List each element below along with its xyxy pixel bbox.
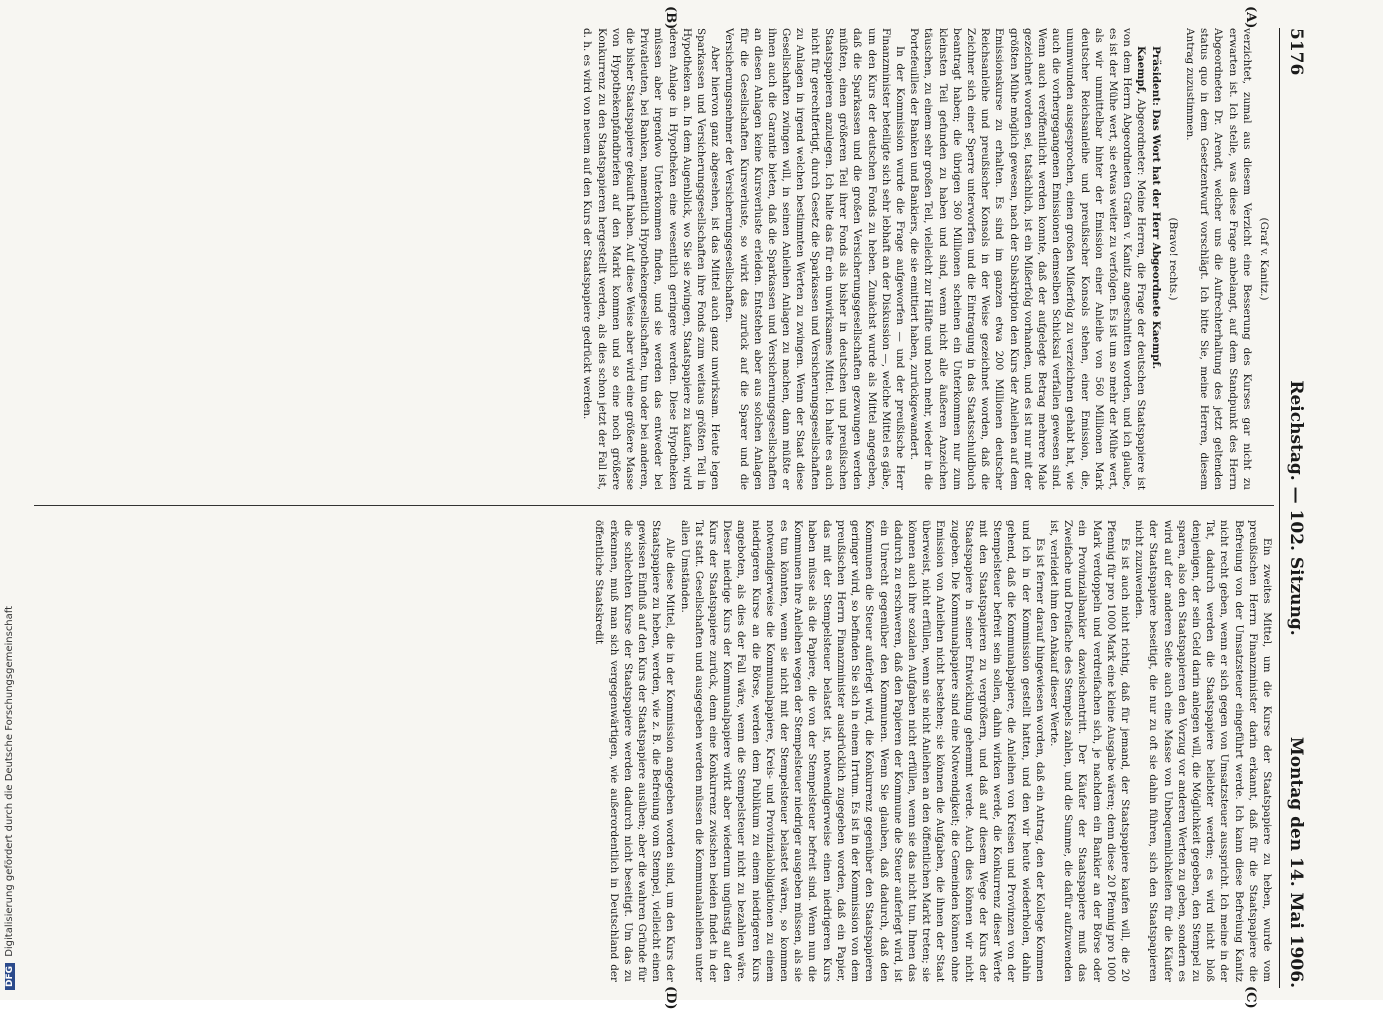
paragraph: Ein zweites Mittel, um die Kurse der Staatspapiere zu heben, wurde vom preußischen Herrn Finanzminister darin erkannt, daß für die Staatspapiere die Befreiung von der Umsatzsteuer eingeführt werde. Ich kann diese Befreiung Kanitz nicht recht geben, wenn er sich gegen von Umsatzsteuer ausspricht. Ich meine in der Tat, dadurch werden die Staatspapiere beliebter werden; es wird nicht bloß denjenigen, der sein Geld darin anlegen will, die Möglichkeit gegeben, den Stempel zu sparen, also den Staatspapieren den Vorzug vor anderen Werten zu geben, sondern es wird auf der anderen Seite auch eine Masse von Unbequemlichkeiten für die Käufer der Staatspapiere beseitigt, die nur zu oft sie dahin führen, sich den Staatspapieren nicht zuzuwenden. [1133, 520, 1273, 982]
speaker-kaempf: Kaempf, [1135, 46, 1148, 95]
speaker-role: Abgeordneter: [1135, 98, 1148, 176]
president-text: Das Wort hat der Herr Abgeordnete Kaempf. [1149, 109, 1162, 370]
session-date: Montag den 14. Mai 1906. [1286, 736, 1306, 988]
page-title: Reichstag. — 102. Sitzung. [1286, 380, 1306, 636]
kaempf-text: Meine Herren, die Frage der deutschen Staatspapiere ist von dem Herrn Abgeordneten Grafen v. Kanitz angeschnitten worden, und ich glaube, es ist der Mühe wert, sie etwas weiter zu verfolgen. Es ist um so mehr der Mühe wert, als wir unmittelbar hinter der Emission einer Anleihe von 560 Millionen Mark deutscher Reichsanleihe und preußischer Konsols stehen, einer Emission, die, unumwunden ausgesprochen, einen großen Mißerfolg zu verzeichnen gehabt hat, wie auch die vorhergegangenen Emissionen demselben Schicksal verfallen gewesen sind. Wenn auch veröffentlicht werden konnte, daß der aufgelegte Betrag mehrere Male gezeichnet worden sei, tatsächlich, ist ein Mißerfolg vorhanden, und es ist nur mit der größten Mühe möglich gewesen, nach der Subskription den Kurs der Anleihen auf dem Emissionskurse zu erhalten. Es sind im ganzen etwa 200 Millionen deutscher Reichsanleihe und preußischer Konsols in der Weise gezeichnet worden, daß die Zeichner sich einer Sperre unterworfen und die Eintragung in das Staatsschuldbuch beantragt haben; die übrigen 360 Millionen scheinen ein Unterkommen nur zum kleinsten Teil gefunden zu haben und sind, wenn nicht alle äußeren Anzeichen täuschen, zu einem sehr großen Teil, vielleicht zur Hälfte und noch mehr, wieder in die Portefeuilles der Banken und Bankiers, die sie emittiert haben, zurückgewandert. [908, 28, 1148, 490]
applause-note: (Bravo! rechts.) [1166, 217, 1179, 301]
digitization-credit [0, 0, 24, 1000]
page-number: 5176 [1286, 28, 1306, 76]
margin-mark-c: (C) [1243, 986, 1258, 1009]
paragraph: Alle diese Mittel, die in der Kommission angegeben worden sind, um den Kurs der Staatspapiere zu heben, werden, wie z. B. die Befreiung vom Stempel, vielleicht einen gewissen Einfluß auf den Kurs der Staatspapiere ausüben; aber die wahren Gründe für die schlechten Kurse der Staatspapiere werden dadurch nicht beseitigt. Um das zu erkennen, muß man sich vergegenwärtigen, wie außerordentlich in Deutschland der öffentliche Staatskredit [593, 520, 677, 982]
paragraph: Es ist auch nicht richtig, daß für jemand, der Staatspapiere kaufen will, die 20 Pfennig für pro 1000 Mark eine kleine Ausgabe wären; denn diese 20 Pfennig pro 1000 Mark verdoppeln und verdreifachen sich, je nachdem ein Bankier an der Börse oder ein Provinzialbankier dazwischentritt. Der Käufer der Staatspapiere muß das Zweifache und Dreifache des Stempels zahlen, und die Summe, die dafür aufzuwenden ist, verleidet ihm den Ankauf dieser Werte. [1047, 520, 1131, 982]
dfg-logo: DFG [5, 963, 15, 990]
credit-text: Digitalisierung gefördert durch die Deutsche Forschungsgemeinschaft [4, 605, 15, 957]
rotated-page [18, 0, 1318, 1010]
margin-mark-a: (A) [1243, 6, 1258, 29]
right-column [34, 520, 1274, 982]
page-header [1279, 28, 1310, 988]
column-divider [34, 505, 1274, 506]
paragraph: Es ist ferner darauf hingewiesen worden, daß ein Antrag, den der Kollege Kommen und ich in der Kommission gestellt hatten, und den wir heute wiederholen, dahin gehend, daß die Kommunalpapiere, die Anleihen von Kreisen und Provinzen von der Stempelsteuer befreit sein sollen, dahin wirken werde, die Konkurrenz dieser Werte mit den Staatspapieren zu vergrößern, und daß auf diesem Wege der Kurs der Staatspapiere in seiner Entwicklung gehemmt werde. Auch dies können wir nicht zugeben. Die Kommunalpapiere sind eine Notwendigkeit; die Gemeinden können ohne Emission von Anleihen nicht bestehen; sie können die Aufgaben, die ihnen der Staat überweist, nicht erfüllen, wenn sie nicht Anleihen an den öffentlichen Markt treten; sie können auch ihre sozialen Aufgaben nicht erfüllen, wenn sie das nicht tun. Ihnen das dadurch zu erschweren, daß den Papieren der Kommune die Steuer auferlegt wird, ist ein Unrecht gegenüber den Kommunen. Wenn Sie glauben, daß dadurch, daß den Kommunen die Steuer auferlegt wird, die Konkurrenz gegenüber den Staatspapieren geringer wird, so befinden Sie sich in einem Irrtum. Es ist in der Kommission von dem preußischen Herrn Finanzminister ausdrücklich zugegeben worden, daß ein Papier, das mit der Stempelsteuer belastet ist, notwendigerweise einen niedrigeren Kurs haben müsse als die Papiere, die von der Stempelsteuer befreit sind. Wenn nun die Kommunen ihre Anleihen wegen der Stempelsteuer niedriger ausgeben müssen, als sie es tun könnten, wenn sie nicht mit der Stempelsteuer belastet wären, so kommen notwendigerweise die Kommunalpapiere, Kreis- und Provinzialobligationen zu einem niedrigeren Kurse an die Börse, werden dem Publikum zu einem niedrigeren Kurs angeboten, als dies der Fall wäre, wenn die Stempelsteuer nicht zu bezahlen wäre. Dieser niedrige Kurs der Kommunalpapiere wirkt aber wiederum ungünstig auf den Kurs der Staatspapiere zurück, denn eine Konkurrenz zwischen beiden findet in der Tat statt. Gesellschaften und ausgegeben werden müssen die Kommunalanleihen unter allen Umständen. [678, 520, 1046, 982]
speaker-intro: (Graf v. Kanitz.) [1258, 217, 1270, 301]
margin-mark-b: (B) [663, 6, 678, 30]
left-column [34, 28, 1274, 490]
speaker-president: Präsident: [1149, 46, 1162, 106]
paragraph: Aber hiervon ganz abgesehen, ist das Mittel auch ganz unwirksam. Heute legen Sparkassen und Versicherungsgesellschaften ihre Fonds zum weitaus größten Teil in Hypotheken an. In dem Augenblick, wo Sie sie zwingen, Staatspapiere zu kaufen, wird deren Anlage in Hypotheken eine wesentlich geringere werden. Diese Hypotheken müssen aber irgendwo Unterkommen finden, und sie werden das entweder bei Privatleuten, bei Banken, namentlich Hypothekengesellschaften, tun oder bei anderen, die bisher Staatspapiere gekauft haben. Auf diese Weise aber wird eine größere Masse von Hypothekenpfandbriefen auf den Markt kommen und so eine noch größere Konkurrenz zu den Staatspapieren hergestellt werden, als dies schon jetzt der Fall ist, d. h. es wird von neuem auf den Kurs der Staatspapiere gedrückt werden. [581, 28, 722, 490]
paragraph: In der Kommission wurde die Frage aufgeworfen — und der preußische Herr Finanzminister beteiligte sich sehr lebhaft an der Diskussion —, welche Mittel es gäbe, um den Kurs der deutschen Fonds zu heben. Zunächst wurde als Mittel angegeben, daß die Sparkassen und die großen Versicherungsgesellschaften gezwungen werden müßten, einen größeren Teil ihrer Fonds als bisher in deutschen und preußischen Staatspapieren anzulegen. Ich halte das für ein unwirksames Mittel. Ich halte es auch nicht für gerechtfertigt, durch Gesetz die Sparkassen und Versicherungsgesellschaften zu Anlagen in irgend welchen bestimmten Werten zu zwingen. Wenn der Staat diese Gesellschaften zwingen will, in seinen Anleihen Anlagen zu machen, dann müßte er ihnen auch die Garantie bieten, daß die Sparkassen und Versicherungsgesellschaften an diesen Anlagen keine Kursverluste erleiden. Entstehen aber aus solchen Anlagen für die Gesellschaften Kursverluste, so wirkt das zurück auf die Sparer und die Versicherungsnehmer der Versicherungsgesellschaften. [723, 28, 906, 490]
president-paragraph [1148, 28, 1162, 490]
margin-mark-d: (D) [663, 986, 678, 1010]
paragraph: verzichtet, zumal aus diesem Verzicht eine Besserung des Kurses gar nicht zu erwarten ist. Ich stelle, was diese Frage anbelangt, auf dem Standpunkt des Herrn Abgeordneten Dr. Arendt, welcher uns die Aufrechterhaltung des jetzt geltenden status quo in dem Gesetzentwurf vorschlägt. Ich bitte Sie, meine Herren, diesem Antrag zuzustimmen. [1183, 28, 1253, 490]
kaempf-paragraph [907, 28, 1148, 490]
